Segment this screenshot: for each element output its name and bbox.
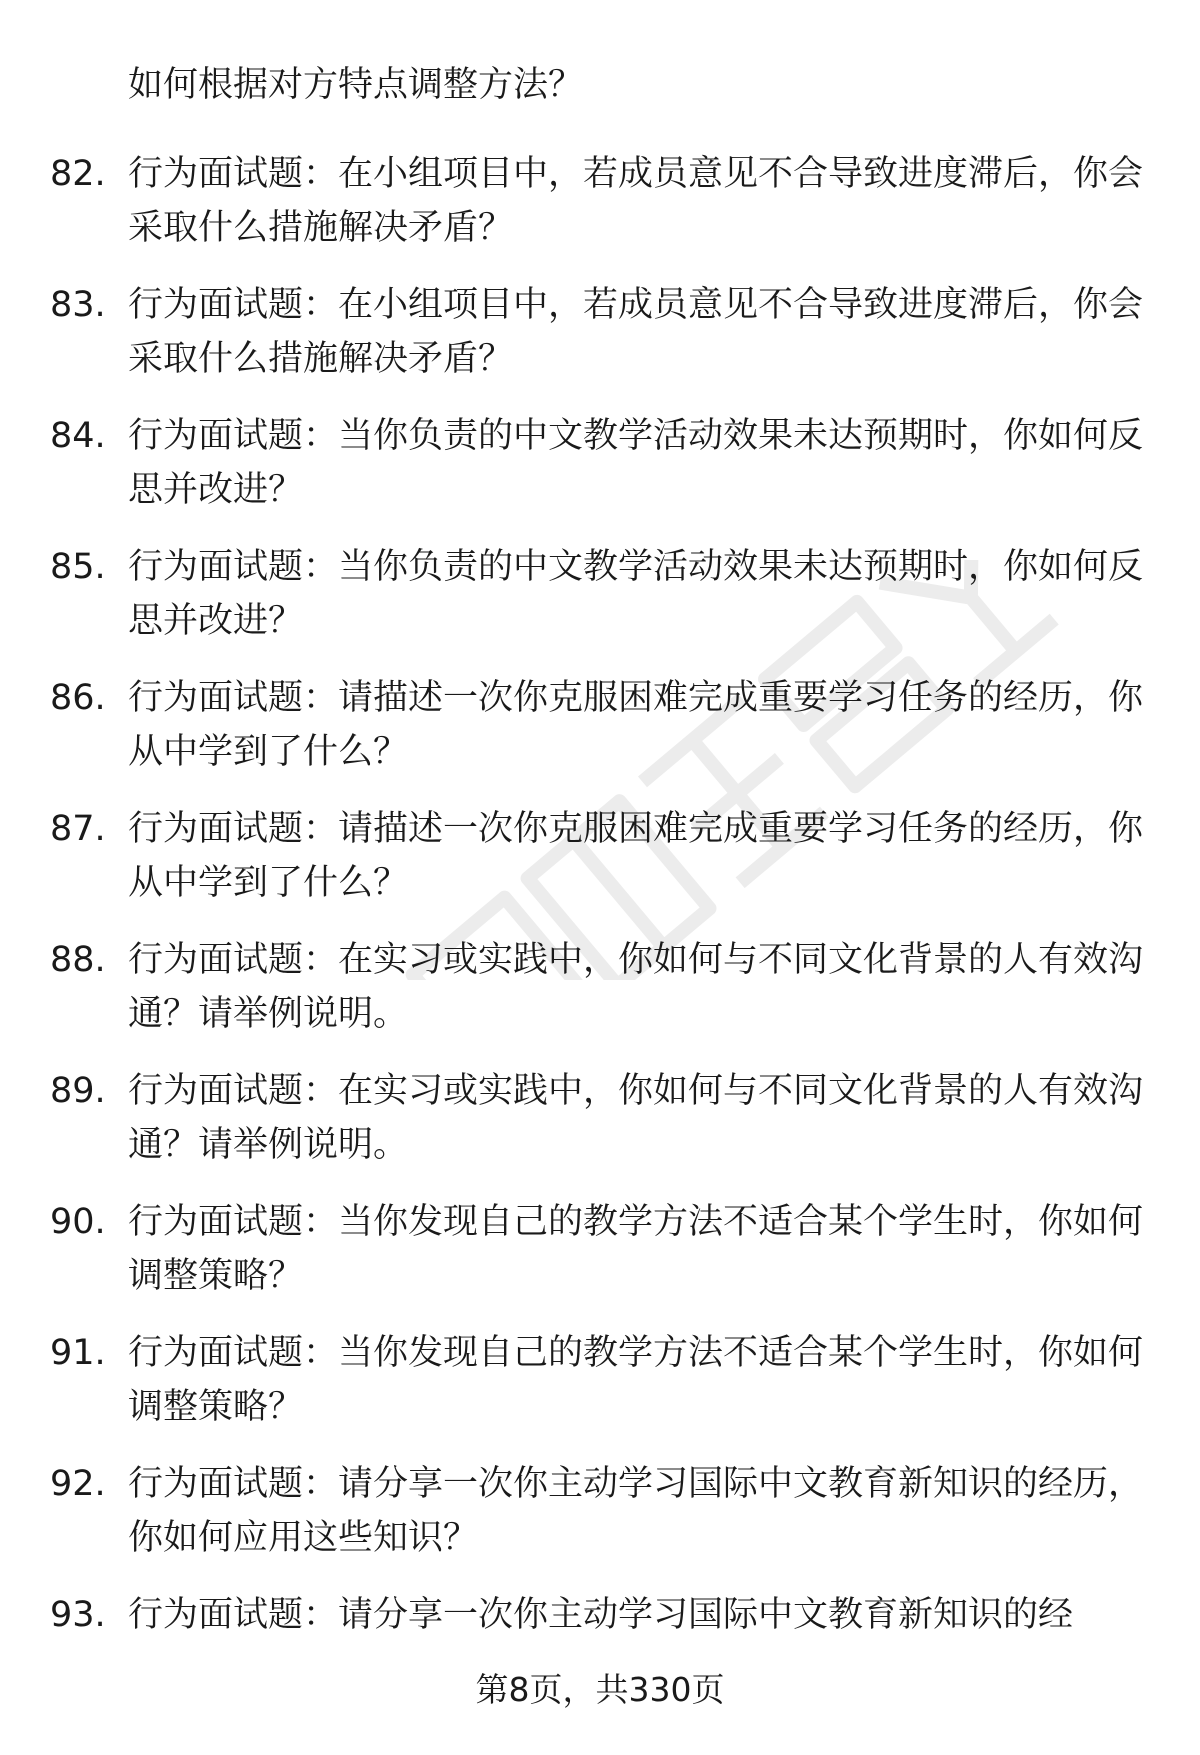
question-item bbox=[0, 147, 1200, 278]
question-item bbox=[0, 802, 1200, 933]
question-number: 86. bbox=[50, 678, 106, 718]
question-text: 行为面试题：当你负责的中文教学活动效果未达预期时，你如何反思并改进？ bbox=[128, 547, 1144, 641]
question-text: 行为面试题：在小组项目中，若成员意见不合导致进度滞后，你会采取什么措施解决矛盾？ bbox=[128, 154, 1144, 248]
question-item bbox=[0, 278, 1200, 409]
question-item bbox=[0, 540, 1200, 671]
question-item bbox=[0, 409, 1200, 540]
question-text: 行为面试题：在实习或实践中，你如何与不同文化背景的人有效沟通？请举例说明。 bbox=[128, 940, 1144, 1034]
question-text: 行为面试题：当你发现自己的教学方法不适合某个学生时，你如何调整策略？ bbox=[128, 1202, 1144, 1296]
question-item bbox=[0, 933, 1200, 1064]
question-number: 82. bbox=[50, 154, 106, 194]
question-number: 89. bbox=[50, 1071, 106, 1111]
question-text: 行为面试题：当你发现自己的教学方法不适合某个学生时，你如何调整策略？ bbox=[128, 1333, 1144, 1427]
question-list bbox=[0, 147, 1200, 1719]
question-number: 88. bbox=[50, 940, 106, 980]
question-text: 行为面试题：在小组项目中，若成员意见不合导致进度滞后，你会采取什么措施解决矛盾？ bbox=[128, 285, 1144, 379]
question-item bbox=[0, 671, 1200, 802]
question-number: 91. bbox=[50, 1333, 106, 1373]
question-text: 行为面试题：请描述一次你克服困难完成重要学习任务的经历，你从中学到了什么？ bbox=[128, 809, 1144, 903]
question-text: 行为面试题：当你负责的中文教学活动效果未达预期时，你如何反思并改进？ bbox=[128, 416, 1144, 510]
question-number: 83. bbox=[50, 285, 106, 325]
question-number: 93. bbox=[50, 1595, 106, 1635]
question-number: 90. bbox=[50, 1202, 106, 1242]
question-number: 87. bbox=[50, 809, 106, 849]
question-number: 84. bbox=[50, 416, 106, 456]
question-item bbox=[0, 1195, 1200, 1326]
question-text: 行为面试题：在实习或实践中，你如何与不同文化背景的人有效沟通？请举例说明。 bbox=[128, 1071, 1144, 1165]
page-footer: 第8页，共330页 bbox=[475, 1670, 725, 1709]
question-text: 行为面试题：请描述一次你克服困难完成重要学习任务的经历，你从中学到了什么？ bbox=[128, 678, 1144, 772]
question-number: 85. bbox=[50, 547, 106, 587]
question-item bbox=[0, 1457, 1200, 1588]
question-item bbox=[0, 1326, 1200, 1457]
question-continuation: 如何根据对方特点调整方法？ bbox=[128, 65, 584, 105]
question-number: 92. bbox=[50, 1464, 106, 1504]
question-text: 行为面试题：请分享一次你主动学习国际中文教育新知识的经 bbox=[128, 1595, 1074, 1635]
question-text: 行为面试题：请分享一次你主动学习国际中文教育新知识的经历，你如何应用这些知识？ bbox=[128, 1464, 1144, 1558]
question-item bbox=[0, 1064, 1200, 1195]
